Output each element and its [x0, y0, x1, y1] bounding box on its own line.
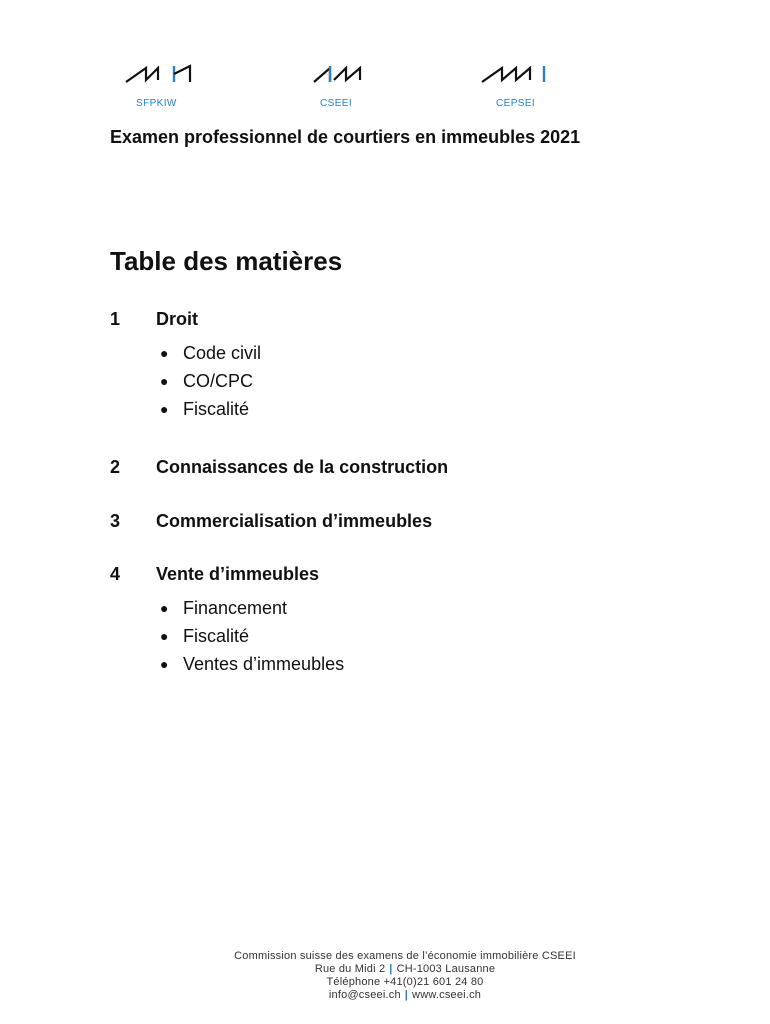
- cepsei-logo-mark: [480, 58, 552, 88]
- logo-caption-cepsei: CEPSEI: [496, 98, 536, 109]
- logo-row: [0, 58, 770, 118]
- document-title: Examen professionnel de courtiers en immeubles 2021: [110, 127, 581, 147]
- footer-street: Rue du Midi 2: [314, 963, 386, 975]
- section-title: Connaissances de la construction: [156, 457, 449, 477]
- footer-web: [200, 989, 610, 1002]
- footer-contact: [200, 950, 610, 1002]
- section-title: Vente d’immeubles: [156, 564, 320, 584]
- toc-section-4: [110, 562, 670, 678]
- toc-section-1: [110, 307, 670, 423]
- footer-organization: Commission suisse des examens de l’économie immobilière CSEEI: [234, 950, 576, 962]
- list-item-label: Code civil: [183, 343, 262, 363]
- separator: |: [404, 989, 409, 1001]
- list-item-label: Ventes d’immeubles: [183, 654, 345, 674]
- toc-section-3: [110, 509, 670, 533]
- list-item: [110, 395, 670, 423]
- footer-email-link[interactable]: info@cseei.ch: [328, 989, 401, 1001]
- toc-section-header: [110, 307, 670, 331]
- section-title: Droit: [156, 309, 198, 329]
- list-item: [110, 367, 670, 395]
- cseei-logo: [310, 58, 430, 116]
- cseei-logo-mark: [310, 58, 382, 88]
- list-item-label: Financement: [183, 598, 288, 618]
- bullet-icon: ●: [160, 656, 169, 672]
- list-item-label: Fiscalité: [183, 626, 250, 646]
- section-number: 3: [110, 511, 121, 531]
- bullet-icon: ●: [160, 345, 169, 361]
- logo-caption-sfpkiw: SFPKIW: [136, 98, 177, 109]
- toc-section-2: [110, 455, 670, 479]
- sfpkiw-logo-mark: [124, 58, 196, 88]
- footer-city: CH-1003 Lausanne: [396, 963, 496, 975]
- list-item-label: CO/CPC: [183, 371, 254, 391]
- list-item-label: Fiscalité: [183, 399, 250, 419]
- footer-website-link[interactable]: www.cseei.ch: [412, 989, 482, 1001]
- sfpkiw-logo: [124, 58, 244, 116]
- separator: |: [389, 963, 393, 975]
- footer-address: [200, 963, 610, 976]
- cepsei-logo: [480, 58, 600, 116]
- logo-caption-cseei: CSEEI: [320, 98, 353, 109]
- list-item: [110, 594, 670, 622]
- section-number: 4: [110, 564, 121, 584]
- toc-heading: Table des matières: [110, 246, 343, 276]
- toc-section-header: [110, 562, 670, 586]
- bullet-icon: ●: [160, 628, 169, 644]
- section-title: Commercialisation d’immeubles: [156, 511, 433, 531]
- section-number: 1: [110, 309, 121, 329]
- toc-section-header: [110, 455, 670, 479]
- section-item-list: [110, 594, 670, 678]
- bullet-icon: ●: [160, 373, 169, 389]
- section-item-list: [110, 339, 670, 423]
- section-number: 2: [110, 457, 121, 477]
- toc-section-header: [110, 509, 670, 533]
- list-item: [110, 650, 670, 678]
- list-item: [110, 622, 670, 650]
- footer-phone: Téléphone +41(0)21 601 24 80: [326, 976, 484, 988]
- list-item: [110, 339, 670, 367]
- bullet-icon: ●: [160, 600, 169, 616]
- bullet-icon: ●: [160, 401, 169, 417]
